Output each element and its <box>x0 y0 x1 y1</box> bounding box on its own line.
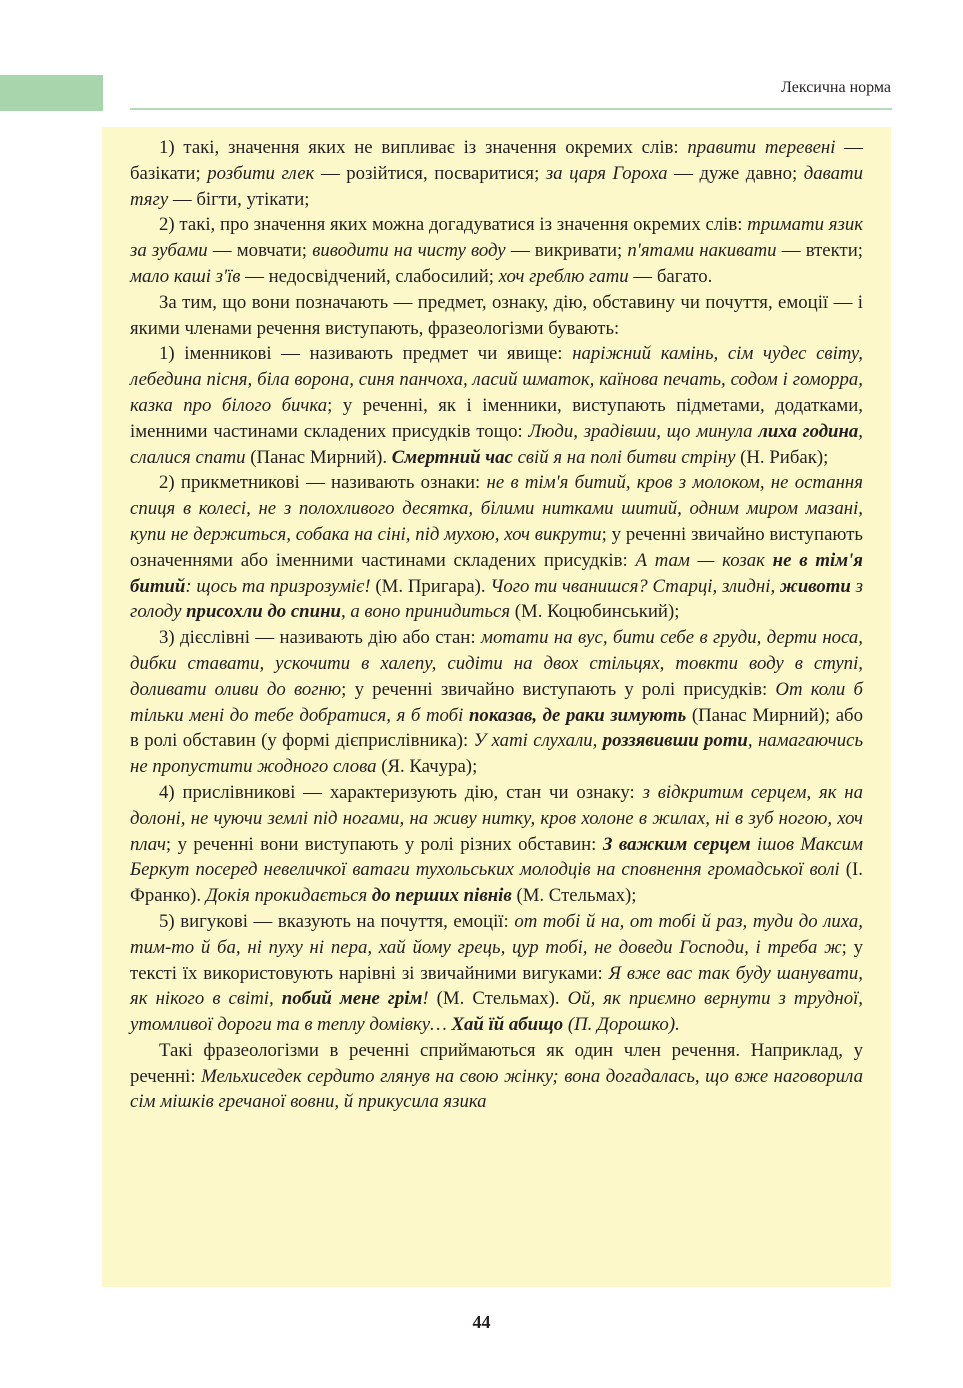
phraseologism-example: Смертний час <box>391 446 513 468</box>
header-rule <box>130 108 892 110</box>
paragraph <box>130 780 863 909</box>
example-text: У хаті слухали, <box>473 730 603 752</box>
phraseologism-example: показав, де раки зимують <box>468 704 687 726</box>
text-run: ; у реченні звичайно виступають означеннями або іменними частинами складених присудків: <box>130 523 863 571</box>
paragraph <box>130 290 863 342</box>
example-text: давати тягу <box>130 162 864 210</box>
text-run: 1) такі, значення яких не випливає із значення окремих слів: <box>159 137 688 158</box>
paragraph <box>130 470 863 625</box>
text-run: (І. Франко). <box>130 859 863 907</box>
example-text: , слалися спати <box>130 420 863 468</box>
example-text: свій я на полі битви стріну <box>512 446 736 468</box>
example-text: Мельхиседек сердито глянув на свою жінку; вона догадалась, що вже наговорила сім мішків гречаної вовни, й прикусила язика <box>130 1065 863 1113</box>
paragraph <box>130 212 863 289</box>
example-text: з голоду <box>130 575 863 623</box>
text-run: — викривати; <box>505 240 628 262</box>
example-text: мотати на вус, бити себе в груди, дерти носа, дибки ставати, ускочити в халепу, сидіти на двох стільцях, товкти воду в ступі, доливати оливи до вогню <box>130 627 863 700</box>
text-run: — дуже давно; <box>667 162 804 184</box>
text-run: — втекти; <box>776 240 863 262</box>
example-text: Ой, як приємно вернути з трудної, утомливої дороги та в теплу домівку… <box>130 988 863 1036</box>
page-number: 44 <box>472 1312 491 1332</box>
text-run: — мовчати; <box>207 240 313 262</box>
example-text: от тобі й на, от тобі й раз, туди до лиха, тим-то й ба, ні пуху ні пера, хай йому грець, цур тобі, не доведи Господи, і треба ж <box>130 910 863 958</box>
example-text: А там — козак <box>635 549 773 571</box>
example-text: п'ятами накивати <box>627 240 777 262</box>
example-text: От коли б тільки мені до тебе добратися, я б тобі <box>130 678 863 726</box>
example-text: наріжний камінь, сім чудес світу, лебедина пісня, біла ворона, синя панчоха, ласий шматок, каїнова печать, содом і гоморра, казка про білого бичка <box>130 343 863 416</box>
text-run: (Панас Мирний). <box>245 446 392 468</box>
text-run: (М. Пригара). <box>370 575 491 597</box>
text-run: ; у реченні звичайно виступають у ролі присудків: <box>341 678 776 700</box>
phraseologism-example: Хай їй абищо <box>451 1014 564 1036</box>
example-text: Докія прокидається <box>205 885 372 907</box>
phraseologism-example: животи <box>779 575 851 597</box>
text-run: Такі фразеологізми в реченні сприймаються як один член речення. Наприклад, у реченні: <box>130 1039 863 1087</box>
example-text: Люди, зрадівши, що минула <box>528 420 759 442</box>
text-run: 2) прикметникові — називають ознаки: <box>159 472 487 494</box>
text-run: (М. Коцюбинський); <box>510 601 680 623</box>
text-run: — базікати; <box>130 137 864 184</box>
text-run: (Я. Качура); <box>376 756 478 778</box>
text-run: ; у реченні вони виступають у ролі різних обставин: <box>165 833 603 855</box>
paragraph <box>130 135 863 212</box>
text-run: (М. Стельмах); <box>511 885 637 907</box>
phraseologism-example: до перших півнів <box>371 885 512 907</box>
example-text: Чого ти чванишся? Старці, злидні, <box>490 575 780 597</box>
example-text: правити теревені <box>687 137 836 158</box>
phraseologism-example: побий мене грім <box>281 988 423 1010</box>
example-text: мало каші з'їв <box>130 265 241 287</box>
example-text: , а воно принидиться <box>340 601 511 623</box>
text-run: — багато. <box>628 265 713 287</box>
text-run: 1) іменникові — називають предмет чи явище: <box>159 343 573 365</box>
phraseologism-example: роззявивши роти <box>602 730 748 752</box>
text-run: (Н. Рибак); <box>735 446 829 468</box>
example-text: ішов Максим Беркут посеред невеличкої ватаги тухольських молодців на сповнення громадської волі <box>130 833 863 881</box>
paragraph <box>130 1038 863 1115</box>
text-run: — розійтися, посваритися; <box>314 162 546 184</box>
text-run: 5) вигукові — вказують на почуття, емоції: <box>159 910 515 932</box>
phraseologism-example: З важким серцем <box>602 833 751 855</box>
running-header-title: Лексична норма <box>780 79 891 96</box>
text-run: (М. Стельмах). <box>428 988 568 1010</box>
text-run: ; у тексті їх використовують нарівні зі звичайними вигуками: <box>130 936 863 984</box>
text-run: 4) прислівникові — характеризують дію, стан чи ознаку: <box>159 781 643 803</box>
text-run: — недосвідчений, слабосилий; <box>240 265 499 287</box>
example-text: не в тім'я битий, кров з молоком, не остання спиця в колесі, не з полохливого десятка, білими нитками шитий, одним миром мазані, купи не держиться, собака на сіні, під мухою, хоч викрути <box>130 472 863 545</box>
example-text: : щось та призрозуміє! <box>185 575 371 597</box>
example-text: (П. Дорошко). <box>563 1014 680 1036</box>
phraseologism-example: не в тім'я битий <box>130 549 863 597</box>
paragraph <box>130 909 863 1038</box>
text-run: ; у реченні, як і іменники, виступають підметами, додатками, іменними частинами складених присудків тощо: <box>130 394 864 442</box>
example-text: за царя Гороха <box>545 162 668 184</box>
section-tab-marker <box>0 75 103 111</box>
example-text: тримати язик за зубами <box>130 214 863 262</box>
paragraph <box>130 341 863 470</box>
paragraph <box>130 625 863 780</box>
example-text: з відкритим серцем, як на долоні, не чуючи землі під ногами, на живу нитку, кров холоне в жилах, ні в зуб ногою, хоч плач <box>130 781 864 855</box>
text-run: За тим, що вони позначають — предмет, ознаку, дію, обставину чи почуття, емоції — і якими членами речення виступають, фразеологізми бувають: <box>130 291 863 339</box>
text-run: (Панас Мирний); або в ролі обставин (у формі дієприслівника): <box>130 704 864 752</box>
text-panel <box>102 127 891 1287</box>
text-run: 3) дієслівні — називають дію або стан: <box>159 627 481 649</box>
text-run: — бігти, утікати; <box>168 188 310 210</box>
example-text: Я вже вас так буду шанувати, як нікого в світі, <box>130 962 863 1010</box>
example-text: , намагаючись не пропустити жодного слова <box>130 730 863 778</box>
body-text <box>130 135 863 1115</box>
example-text: ! <box>422 988 429 1010</box>
example-text: хоч греблю гати <box>498 265 629 287</box>
phraseologism-example: присохли до спини <box>186 601 341 623</box>
phraseologism-example: лиха година <box>758 420 859 442</box>
text-run: 2) такі, про значення яких можна догадуватися із значення окремих слів: <box>159 214 748 236</box>
example-text: розбити глек <box>207 162 315 184</box>
example-text: виводити на чисту воду <box>312 240 506 262</box>
